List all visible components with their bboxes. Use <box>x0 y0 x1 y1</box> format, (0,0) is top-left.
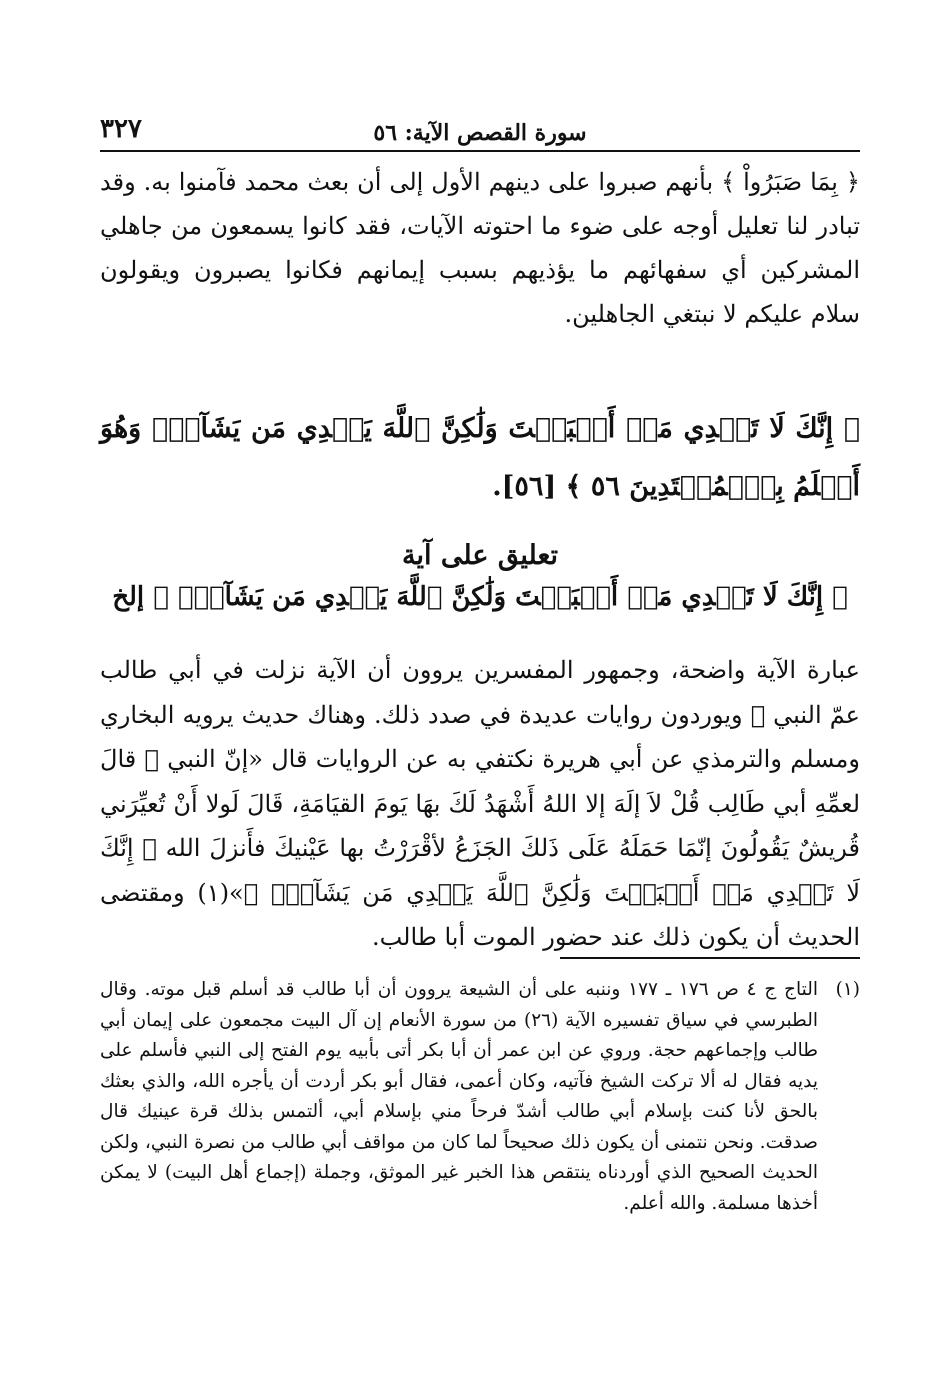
header-rule <box>100 150 860 152</box>
commentary-paragraph: عبارة الآية واضحة، وجمهور المفسرين يروون أن الآية نزلت في أبي طالب عمّ النبي ﷺ ويوردون روايات عديدة في صدد ذلك. وهناك حديث يرويه البخاري ومسلم والترمذي عن أبي هريرة نكتفي به عن الروايات قال «إنّ النبي ﷺ قالَ لعمِّهِ أبي طَالِب قُلْ لاَ إلَهَ إلا اللهُ أَشْهَدُ لَكَ بهَا يَومَ القيَامَةِ، قَالَ لَولا أَنْ تُعيِّرَني قُريشٌ يَقُولُونَ إنّمَا حَمَلَهُ عَلَى ذَلكَ الجَزَعُ لأقْرَرْتُ بها عَيْنيكَ فأَنزلَ الله ﴿ إِنَّكَ لَا تَهۡدِي مَنۡ أَحۡبَبۡتَ وَلَٰكِنَّ ٱللَّهَ يَهۡدِي مَن يَشَآءُۚ ﴾»(١) ومقتضى الحديث أن يكون ذلك عند حضور الموت أبا طالب. <box>100 656 861 951</box>
quran-verse: ﴿ إِنَّكَ لَا تَهۡدِي مَنۡ أَحۡبَبۡتَ وَلَٰكِنَّ ٱللَّهَ يَهۡدِي مَن يَشَآءُۚ وَهُوَ أَعۡلَمُ بِٱلۡمُهۡتَدِينَ ٥٦ ﴾ [٥٦]. <box>100 413 860 502</box>
footnote-rule <box>560 957 860 959</box>
running-title: سورة القصص الآية: ٥٦ <box>373 120 587 146</box>
footnote-marker: (١) <box>835 979 860 1000</box>
footnote-text: التاج ج ٤ ص ١٧٦ ـ ١٧٧ وننبه على أن الشيعة يروون أن أبا طالب قد أسلم قبل موته. وقال الطبرسي في سياق تفسيره الآية (٢٦) من سورة الأنعام إن آل البيت مجمعون على إيمان أبي طالب وإجماعهم حجة. وروي عن ابن عمر أن أبا بكر أتى بأبيه يوم الفتح إلى النبي فأسلم على يديه فقال له ألا تركت الشيخ فآتيه، وكان أعمى، فقال أبو بكر أردت أن يأجره الله، والذي بعثك بالحق لأنا كنت بإسلام أبي طالب أشدّ فرحاً مني بإسلام أبي، ألتمس بذلك قرة عينيك قال صدقت. ونحن نتمنى أن يكون ذلك صحيحاً لما كان من مواقف أبي طالب من نصرة النبي، ولكن الحديث الصحيح الذي أوردناه ينتقص هذا الخبر غير الموثق، وجملة (إجماع أهل البيت) لا يمكن أخذها مسلمة. والله أعلم. <box>100 979 818 1214</box>
intro-paragraph: ﴿ بِمَا صَبَرُواْ ﴾ بأنهم صبروا على دينهم الأول إلى أن بعث محمد فآمنوا به. وقد تبادر لنا تعليل أوجه على ضوء ما احتوته الآيات، فقد كانوا يسمعون من جاهلي المشركين أي سفهائهم ما يؤذيهم بسبب إيمانهم فكانوا يصبرون ويقولون سلام عليكم لا نبتغي الجاهلين. <box>100 168 861 328</box>
section-subtitle: ﴿ إِنَّكَ لَا تَهۡدِي مَنۡ أَحۡبَبۡتَ وَلَٰكِنَّ ٱللَّهَ يَهۡدِي مَن يَشَآءُۚ ﴾ إلخ <box>112 582 848 612</box>
footnote <box>100 975 860 1219</box>
page-header <box>100 112 860 146</box>
page-number: ٣٢٧ <box>100 114 142 144</box>
section-title: تعليق على آية <box>402 540 558 571</box>
